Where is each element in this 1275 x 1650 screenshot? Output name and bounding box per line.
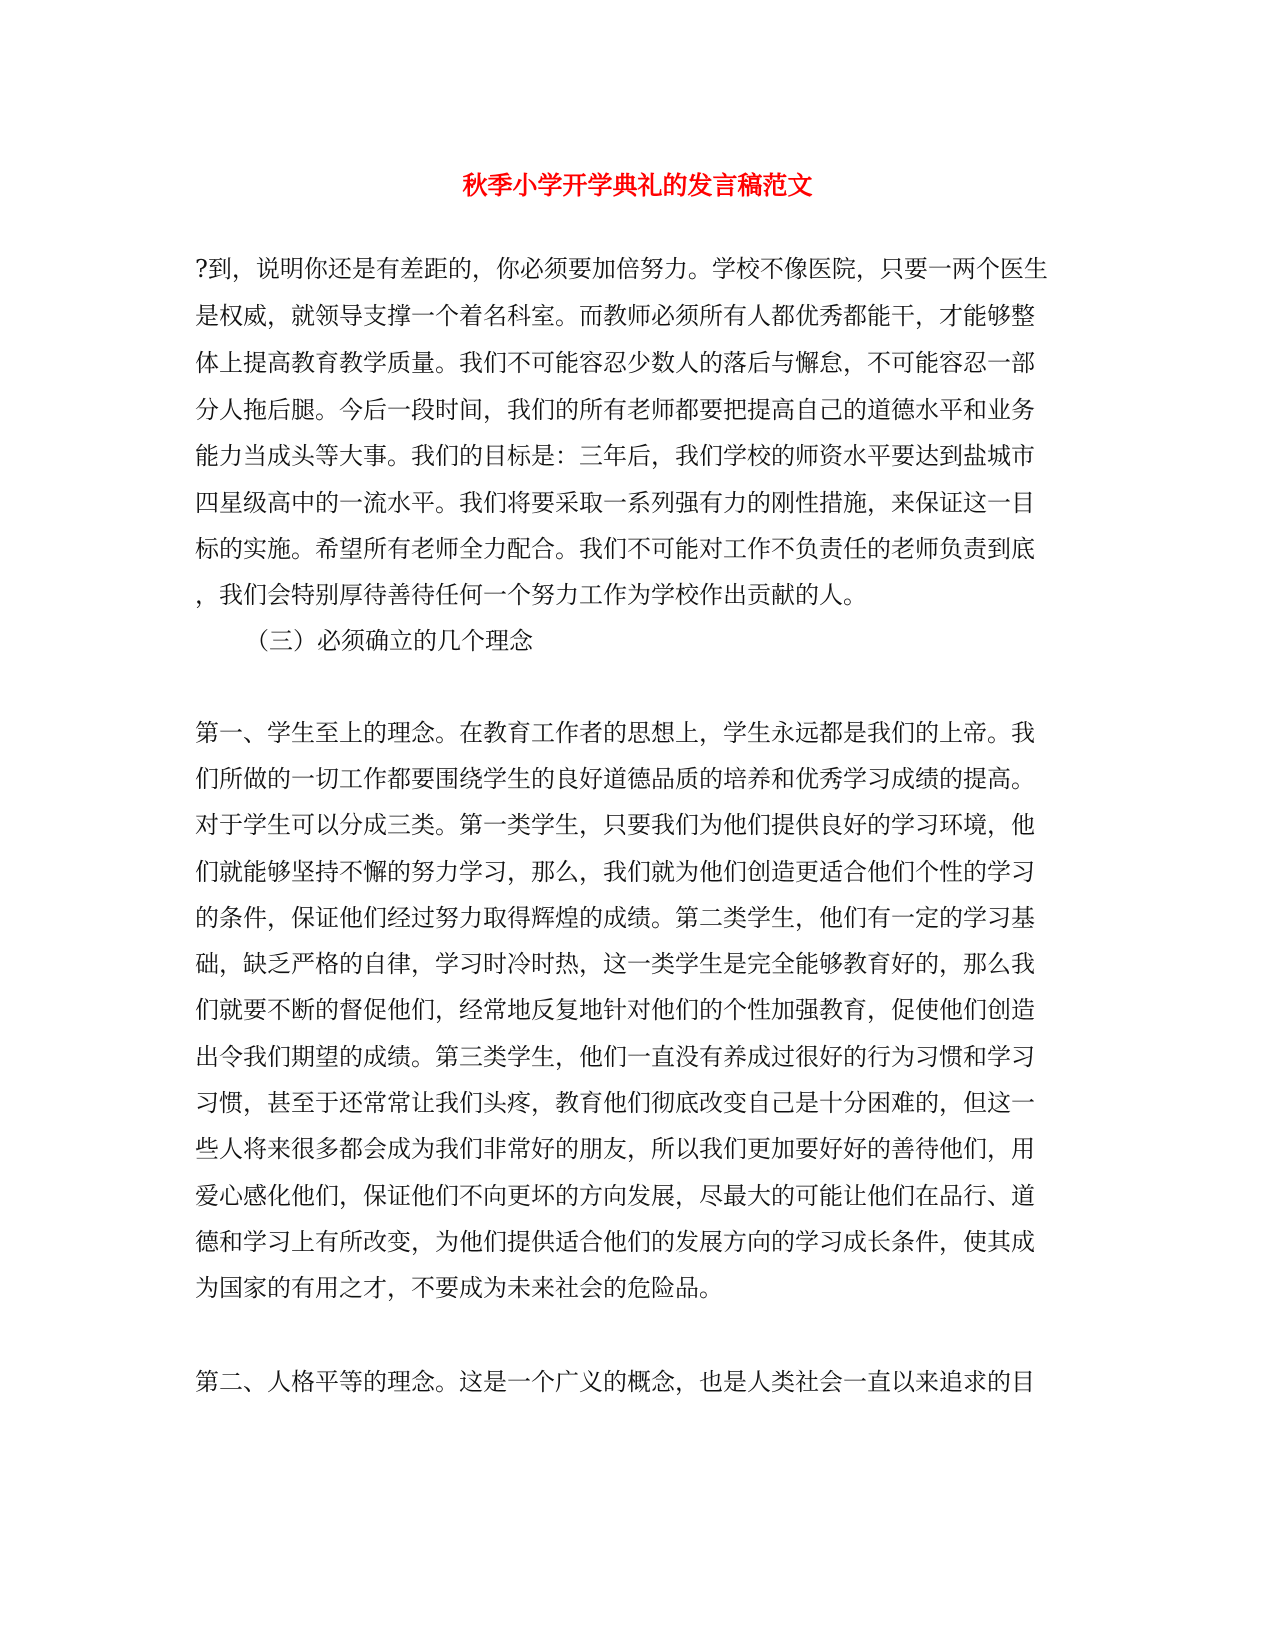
paragraph-line: 们所做的一切工作都要围绕学生的良好道德品质的培养和优秀学习成绩的提高。 (195, 765, 1035, 793)
paragraph-line: 第一、学生至上的理念。在教育工作者的思想上，学生永远都是我们的上帝。我 (195, 719, 1035, 747)
paragraph-line: 为国家的有用之才，不要成为未来社会的危险品。 (195, 1274, 723, 1302)
paragraph-line: 些人将来很多都会成为我们非常好的朋友，所以我们更加要好好的善待他们，用 (195, 1135, 1035, 1163)
paragraph-line: 习惯，甚至于还常常让我们头疼，教育他们彻底改变自己是十分困难的，但这一 (195, 1089, 1035, 1117)
paragraph-line: 们就要不断的督促他们，经常地反复地针对他们的个性加强教育，促使他们创造 (195, 996, 1035, 1024)
paragraph-line: 对于学生可以分成三类。第一类学生，只要我们为他们提供良好的学习环境，他 (195, 811, 1035, 839)
paragraph-line: 第二、人格平等的理念。这是一个广义的概念，也是人类社会一直以来追求的目 (195, 1368, 1035, 1396)
paragraph-line: 是权威，就领导支撑一个着名科室。而教师必须所有人都优秀都能干，才能够整 (195, 302, 1035, 330)
paragraph-line: 出令我们期望的成绩。第三类学生，他们一直没有养成过很好的行为习惯和学习 (195, 1043, 1035, 1071)
paragraph-line: 的条件，保证他们经过努力取得辉煌的成绩。第二类学生，他们有一定的学习基 (195, 904, 1035, 932)
paragraph-line: 爱心感化他们，保证他们不向更坏的方向发展，尽最大的可能让他们在品行、道 (195, 1182, 1035, 1210)
paragraph-line: ，我们会特别厚待善待任何一个努力工作为学校作出贡献的人。 (195, 581, 867, 609)
document-title: 秋季小学开学典礼的发言稿范文 (462, 171, 813, 200)
paragraph-line: ?到，说明你还是有差距的，你必须要加倍努力。学校不像医院，只要一两个医生 (195, 255, 1048, 283)
paragraph-line: 们就能够坚持不懈的努力学习，那么，我们就为他们创造更适合他们个性的学习 (195, 858, 1035, 886)
paragraph-line: 分人拖后腿。今后一段时间，我们的所有老师都要把提高自己的道德水平和业务 (195, 396, 1035, 424)
paragraph-line: 础，缺乏严格的自律，学习时冷时热，这一类学生是完全能够教育好的，那么我 (195, 950, 1035, 978)
paragraph-line: 四星级高中的一流水平。我们将要采取一系列强有力的刚性措施，来保证这一目 (195, 489, 1035, 517)
paragraph-line: 德和学习上有所改变，为他们提供适合他们的发展方向的学习成长条件，使其成 (195, 1228, 1035, 1256)
section-heading: （三）必须确立的几个理念 (245, 627, 533, 655)
paragraph-line: 标的实施。希望所有老师全力配合。我们不可能对工作不负责任的老师负责到底 (195, 535, 1035, 563)
paragraph-line: 体上提高教育教学质量。我们不可能容忍少数人的落后与懈怠，不可能容忍一部 (195, 349, 1035, 377)
paragraph-line: 能力当成头等大事。我们的目标是：三年后，我们学校的师资水平要达到盐城市 (195, 442, 1035, 470)
